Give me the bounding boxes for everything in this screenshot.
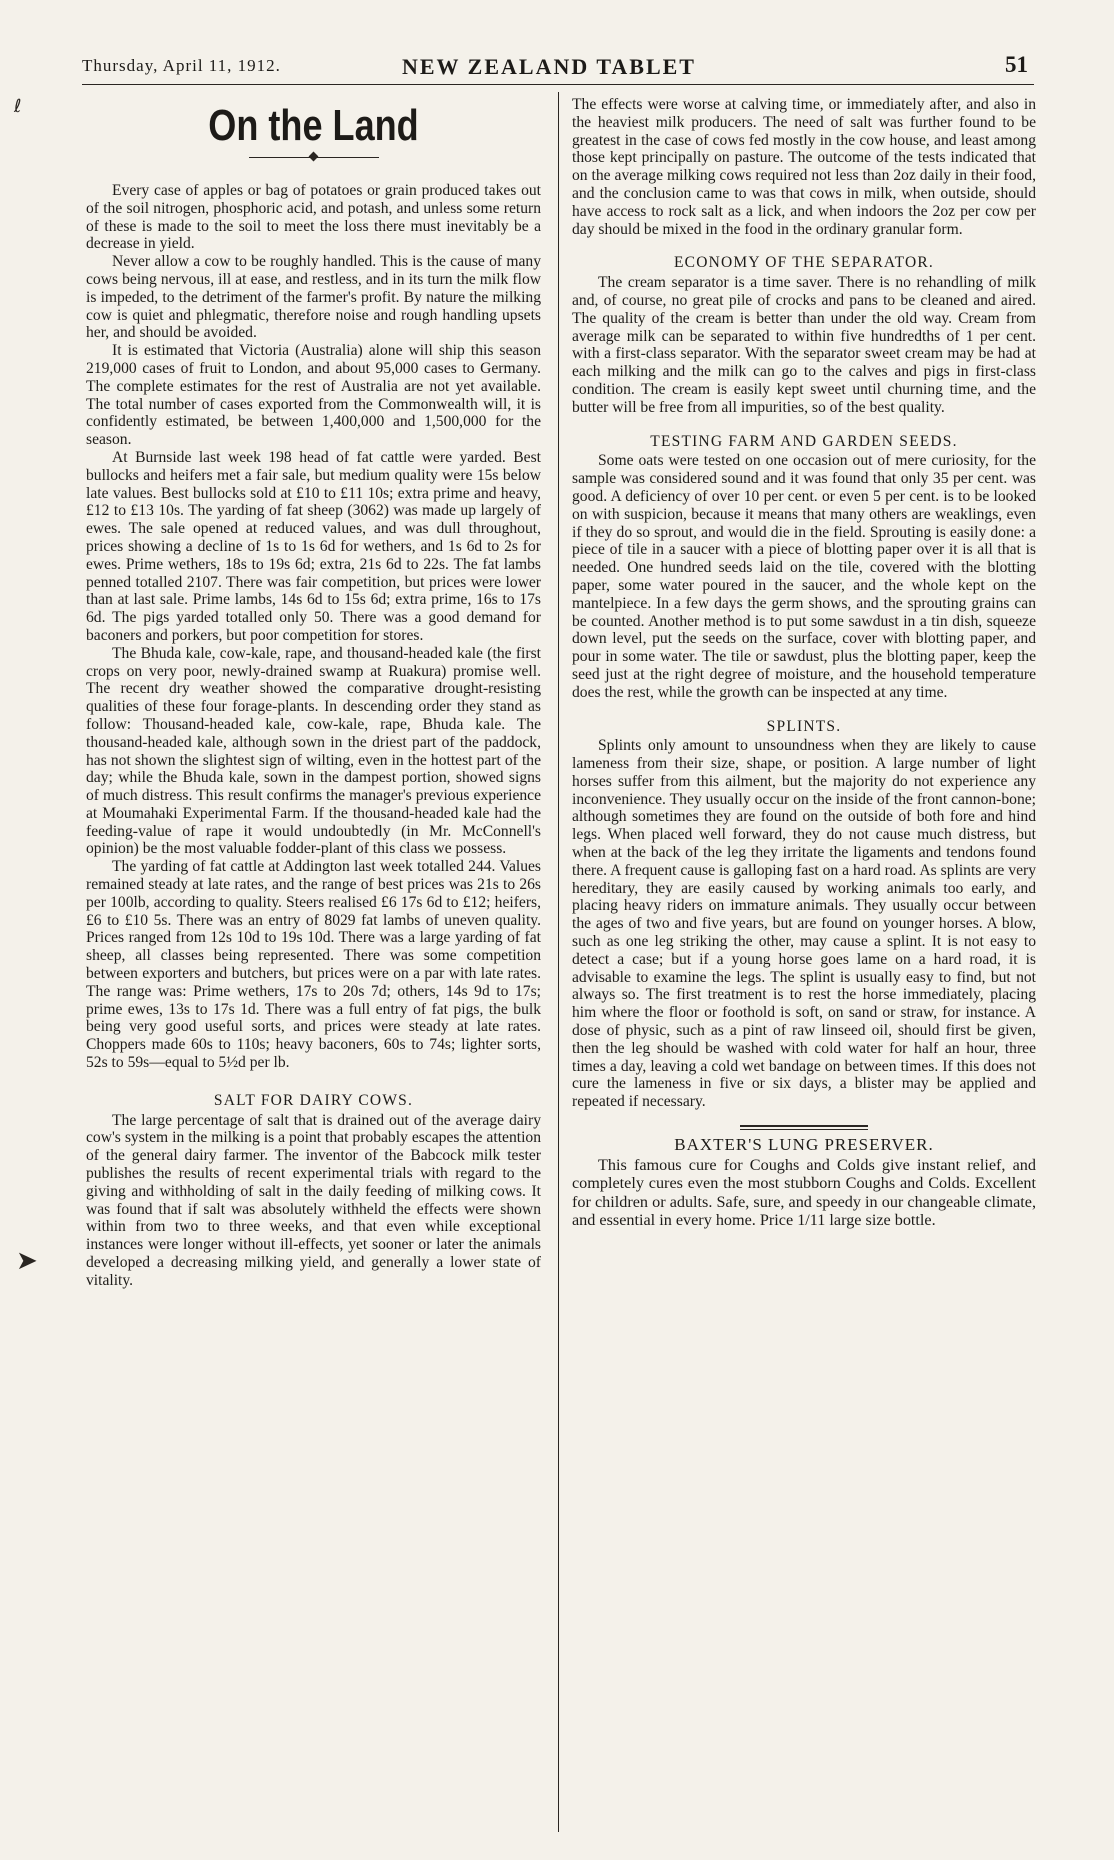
salt-continued-paragraph: The effects were worse at calving time, or immediately after, and also in the heaviest milk producers. The need of salt was further found to be greatest in the case of cows fed mostly in the cow house, and least among those kept principally on pasture. The outcome of the tests indicated that on the average milking cows required not less than 2oz daily in their food, and the conclusion came to was that cows in milk, when outside, should have access to rock salt as a lick, and when indoors the 2oz per cow per day should be mixed in the food in the ordinary granular form. [572, 96, 1036, 238]
margin-mark-top: ℓ [14, 96, 22, 117]
advertisement-text: This famous cure for Coughs and Colds give instant relief, and completely cures even the most stubborn Coughs and Colds. Excellent for children or adults. Safe, sure, and speedy in our changeable climate, and essential in every home. Price 1/11 large size bottle. [572, 1155, 1036, 1230]
seeds-paragraph: Some oats were tested on one occasion out of mere curiosity, for the sample was considered sound and it was found that only 35 per cent. was good. A deficiency of over 10 per cent. or even 5 per cent. is to be looked on with suspicion, because it means that many others are weaklings, even if they do so sprout, and would die in the field. Sprouting is easily done: a piece of tile in a saucer with a piece of blotting paper over it is all that is needed. One hundred seeds laid on the tile, covered with the blotting paper, some water poured in the saucer, and the whole kept on the mantelpiece. In a few days the germ shows, and the sprouting grains can be counted. Another method is to put some sawdust in a tin dish, squeeze down level, put the seeds on the surface, cover with blotting paper, and pour in some water. The tile or sawdust, plus the blotting paper, keep the seed just at the right degree of moisture, and the household temperature does the rest, while the growth can be inspected at any time. [572, 452, 1036, 701]
page-header [82, 54, 1034, 85]
column-divider [558, 92, 559, 1832]
separator-heading: ECONOMY OF THE SEPARATOR. [674, 254, 934, 272]
title-ornament-rule [249, 152, 379, 162]
article-paragraph: Every case of apples or bag of potatoes or grain produced takes out of the soil nitrogen, phosphoric acid, and potash, and unless some return of these is made to the soil to meet the loss there must inevitably be a decrease in yield. [86, 182, 541, 253]
section-title: On the Land [208, 101, 419, 150]
page-number: 51 [1005, 52, 1028, 77]
seeds-heading: TESTING FARM AND GARDEN SEEDS. [650, 432, 958, 450]
right-column [572, 96, 1036, 1230]
separator-paragraph: The cream separator is a time saver. There is no rehandling of milk and, of course, no great pile of crocks and pans to be cleaned and aired. The quality of the cream is better than under the old way. Cream from average milk can be separated to within five hundredths of 1 per cent. with a first-class separator. With the separator sweet cream may be had at each milking and the milk can go to the calves and pigs in first-class condition. The cream is easily kept sweet until churning time, and the butter will be free from all impurities, so of the best quality. [572, 274, 1036, 416]
splints-paragraph: Splints only amount to unsoundness when they are likely to cause lameness from their size, shape, or position. A large number of light horses suffer from this ailment, but the majority do not experience any inconvenience. They usually occur on the inside of the front cannon-bone; although sometimes they are found on the outside of both fore and hind legs. When placed well forward, they do not cause much distress, but when at the back of the leg they irritate the ligaments and tendons found there. A frequent cause is galloping fast on a hard road. As splints are very hereditary, they are easily caused by working animals too early, and placing heavy riders on immature animals. They usually occur between the ages of two and five years, but are found on younger horses. A blow, such as one leg striking the other, may cause a splint. It is not easy to detect a case; but if a young horse goes lame on a hard road, it is advisable to examine the legs. The splint is usually easy to find, but not always so. The first treatment is to rest the horse immediately, placing him where the floor or foothold is soft, on sand or straw, for instance. A dose of physic, such as a pint of raw linseed oil, should first be given, then the leg should be washed with cold water for half an hour, three times a day, leaving a cold wet bandage on between times. If this does not cure the lameness in five or six days, a blister may be applied and repeated if necessary. [572, 737, 1036, 1111]
article-paragraph: Never allow a cow to be roughly handled. This is the cause of many cows being nervous, ill at ease, and restless, and in its turn the milk flow is impeded, to the detriment of the farmer's profit. By nature the milking cow is quiet and phlegmatic, therefore noise and rough handling upsets her, and should be avoided. [86, 253, 541, 342]
margin-arrow-mark: ➤ [16, 1246, 38, 1276]
advertisement-rule [740, 1125, 868, 1130]
salt-paragraph: The large percentage of salt that is drained out of the average dairy cow's system in the milking is a point that probably escapes the attention of the general dairy farmer. The inventor of the Babcock milk tester publishes the results of recent experimental trials with regard to the giving and withholding of salt in the daily feeding of milking cows. It was found that if salt was absolutely withheld the effects were shown within from two to three weeks, and that even while exceptional instances were longer without ill-effects, yet sooner or later the animals developed a decreasing milking yield, and generally a lower state of vitality. [86, 1111, 541, 1289]
publication-title: NEW ZEALAND TABLET [402, 54, 696, 79]
article-paragraph: At Burnside last week 198 head of fat cattle were yarded. Best bullocks and heifers met a fair sale, but medium quality were 15s below late values. Best bullocks sold at £10 to £11 10s; extra prime and heavy, £12 to £13 10s. The yarding of fat sheep (3062) was made up largely of ewes. The sale opened at reduced values, and was dull throughout, prices showing a decline of 1s to 1s 6d for wethers, and 1s 6d to 2s for ewes. Prime wethers, 18s to 19s 6d; extra, 21s 6d to 22s. The fat lambs penned totalled 2107. There was fair competition, but prices were lower than at last sale. Prime lambs, 14s 6d to 15s 6d; extra prime, 16s to 17s 6d. The pigs yarded totalled only 50. There was a good demand for baconers and porkers, but poor competition for stores. [86, 448, 541, 644]
article-paragraph: It is estimated that Victoria (Australia) alone will ship this season 219,000 cases of fruit to London, and about 95,000 cases to Germany. The complete estimates for the rest of Australia are not yet available. The total number of cases exported from the Commonwealth will, it is confidently estimated, be between 1,400,000 and 1,500,000 for the season. [86, 342, 541, 449]
article-paragraph: The Bhuda kale, cow-kale, rape, and thousand-headed kale (the first crops on very poor, newly-drained swamp at Ruakura) promise well. The recent dry weather showed the comparative drought-resisting qualities of these four forage-plants. In descending order they stand as follow: Thousand-headed kale, cow-kale, rape, Bhuda kale. The thousand-headed kale, although sown in the driest part of the paddock, has not shown the slightest sign of wilting, even in the hottest part of the day; while the Bhuda kale, sown in the dampest portion, showed signs of much distress. This result confirms the manager's previous experience at Moumahaki Experimental Farm. If the thousand-headed kale had the feeding-value of rape it would undoubtedly (in Mr. McConnell's opinion) be the most valuable fodder-plant of this class we possess. [86, 644, 541, 858]
splints-heading: SPLINTS. [766, 717, 842, 735]
issue-date: Thursday, April 11, 1912. [82, 56, 281, 75]
left-column [86, 96, 541, 1290]
salt-heading: SALT FOR DAIRY COWS. [213, 1091, 414, 1109]
article-paragraph: The yarding of fat cattle at Addington last week totalled 244. Values remained steady at late rates, and the range of best prices was 21s to 26s per 100lb, according to quality. Steers realised £6 17s 6d to £12; heifers, £6 to £10 5s. There was an entry of 8029 fat lambs of uneven quality. Prices ranged from 12s 10d to 19s 10d. There was a large yarding of fat sheep, all classes being represented. There was some competition between exporters and butchers, but prices were on a par with late rates. The range was: Prime wethers, 17s to 20s 7d; others, 14s 9d to 17s; prime ewes, 13s to 17s 1d. There was a full entry of fat pigs, the bulk being very good useful sorts, and prices were steady at late rates. Choppers made 60s to 110s; heavy baconers, 60s to 74s; lighter sorts, 52s to 59s—equal to 5½d per lb. [86, 858, 541, 1072]
advertisement-heading: BAXTER'S LUNG PRESERVER. [674, 1135, 934, 1155]
